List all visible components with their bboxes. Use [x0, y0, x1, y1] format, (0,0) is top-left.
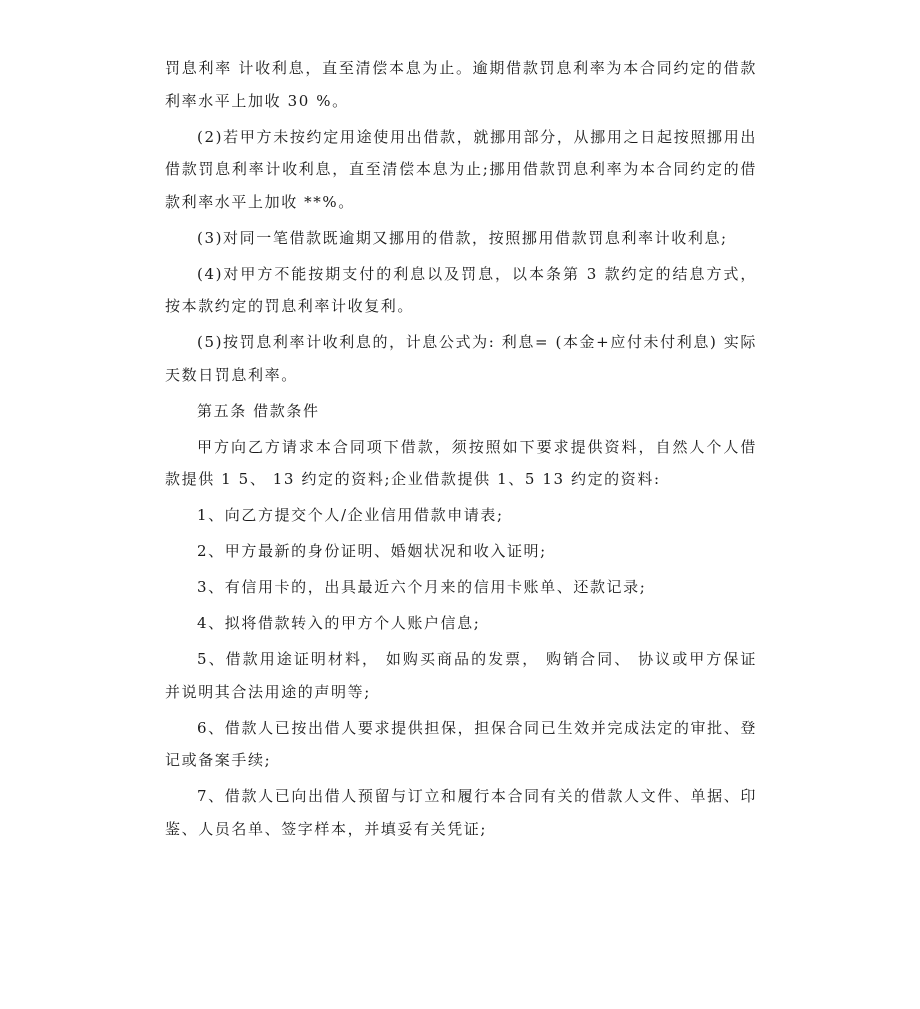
paragraph-5: (5)按罚息利率计收利息的，计息公式为: 利息= (本金+应付未付利息) 实际天数日罚息利率。	[165, 333, 757, 384]
list-item-1: 1、向乙方提交个人/企业信用借款申请表;	[197, 506, 504, 524]
paragraph-4: (4)对甲方不能按期支付的利息以及罚息，以本条第 3 款约定的结息方式，按本款约定的罚息利率计收复利。	[165, 264, 757, 315]
list-item-3: 3、有信用卡的，出具最近六个月来的信用卡账单、还款记录;	[197, 578, 647, 596]
document-page	[165, 52, 757, 849]
list-item-5: 5、借款用途证明材料， 如购买商品的发票， 购销合同、 协议或甲方保证并说明其合法用途的声明等;	[165, 650, 757, 701]
list-item-7: 7、借款人已向出借人预留与订立和履行本合同有关的借款人文件、单据、印鉴、人员名单、签字样本，并填妥有关凭证;	[165, 787, 757, 838]
paragraph-7: 甲方向乙方请求本合同项下借款，须按照如下要求提供资料，自然人个人借款提供 1 5、 13 约定的资料;企业借款提供 1、5 13 约定的资料:	[165, 437, 757, 488]
list-item-4: 4、拟将借款转入的甲方个人账户信息;	[197, 614, 481, 632]
section-heading: 第五条 借款条件	[197, 401, 320, 420]
paragraph-2: (2)若甲方未按约定用途使用出借款，就挪用部分，从挪用之日起按照挪用出借款罚息利率计收利息，直至清偿本息为止;挪用借款罚息利率为本合同约定的借款利率水平上加收 **%。	[165, 127, 757, 211]
list-item-6: 6、借款人已按出借人要求提供担保，担保合同已生效并完成法定的审批、登记或备案手续;	[165, 718, 757, 769]
paragraph-1: 罚息利率 计收利息，直至清偿本息为止。逾期借款罚息利率为本合同约定的借款利率水平上加收 30 %。	[165, 59, 757, 110]
list-item-2: 2、甲方最新的身份证明、婚姻状况和收入证明;	[197, 542, 547, 560]
paragraph-3: (3)对同一笔借款既逾期又挪用的借款，按照挪用借款罚息利率计收利息;	[197, 228, 728, 247]
